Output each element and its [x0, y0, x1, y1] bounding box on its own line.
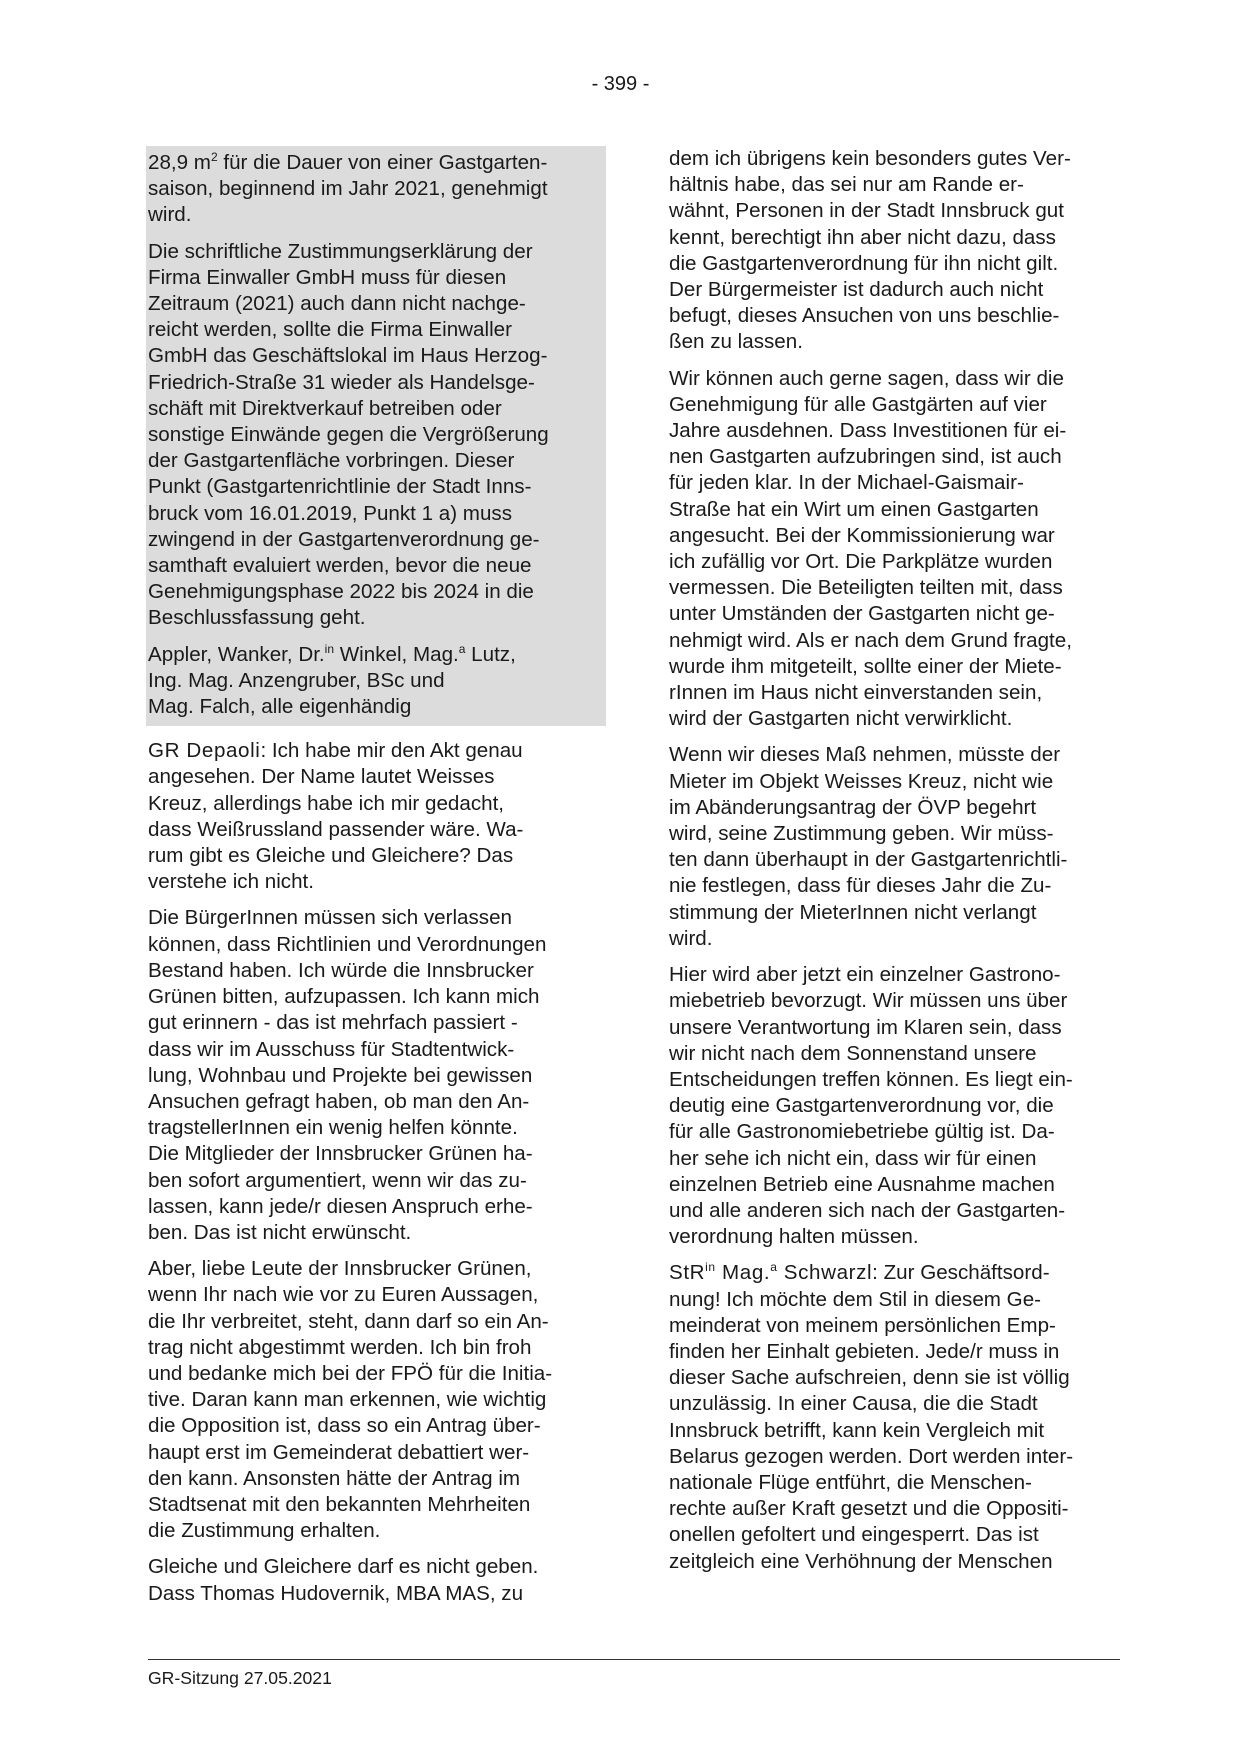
paragraph-continuation: dem ich übrigens kein besonders gutes Ver- hältnis habe, das sei nur am Rande er- wähnt, Personen in der Stadt Innsbruck gut kennt, berechtigt ihn aber nicht dazu, dass die Gastgartenverordnung für ihn nicht gilt. Der Bürgermeister ist dadurch auch nicht befugt, dieses Ansuchen von uns beschlie- ßen zu lassen. [669, 147, 1071, 354]
speaker-name: StR$^{in}$ Mag.$^a$ Schwarzl [669, 1260, 873, 1285]
paragraph-depaoli: GR Depaoli: Ich habe mir den Akt genau angesehen. Der Name lautet Weisses Kreuz, allerdings habe ich mir gedacht, dass Weißrussland passender wäre. Wa- rum gibt es Gleiche und Gleichere? Das verstehe ich nicht. [148, 739, 524, 894]
paragraph-buergerinnen: Die BürgerInnen müssen sich verlassen können, dass Richtlinien und Verordnungen Bestand haben. Ich würde die Innsbrucker Grünen bitten, aufzupassen. Ich kann mich gut erinnern - das ist mehrfach passiert - dass wir im Ausschuss für Stadtentwick- lung, Wohnbau und Projekte bei gewissen Ansuchen gefragt haben, ob man den An- tragstellerInnen ein wenig helfen könnte. Die Mitglieder der Innsbrucker Grünen ha- ben sofort argumentiert, wenn wir das zu- lassen, kann jede/r diesen Anspruch erhe- ben. Das ist nicht erwünscht. [148, 906, 547, 1244]
speaker-name: GR Depaoli [148, 739, 261, 763]
motion-paragraph-area: 28,9 $m^2$ für die Dauer von einer Gastgarten- saison, beginnend im Jahr 2021, genehmigt wird. [148, 150, 548, 227]
paragraph-gleiche: Gleiche und Gleichere darf es nicht geben. Dass Thomas Hudovernik, MBA MAS, zu [148, 1555, 539, 1605]
paragraph-schwarzl: StR$^{in}$ Mag.$^a$ Schwarzl: Zur Geschäftsord- nung! Ich möchte dem Stil in diesem Ge- meinderat von meinem persönlichen Emp- finden her Einhalt gebieten. Jede/r muss in dieser Sache aufschreien, denn sie ist völlig unzulässig. In einer Causa, die die Stadt Innsbruck betrifft, kann kein Vergleich mit Belarus gezogen werden. Dort werden inter- nationale Flüge entführt, die Menschen- rechte außer Kraft gesetzt und die Oppositi- onellen gefoltert und eingesperrt. Das ist zeitgleich eine Verhöhnung der Menschen [669, 1260, 1074, 1573]
paragraph-gastronomie: Hier wird aber jetzt ein einzelner Gastrono- miebetrieb bevorzugt. Wir müssen uns über unsere Verantwortung im Klaren sein, dass wir nicht nach dem Sonnenstand unsere Entscheidungen treffen können. Es liegt ein- deutig eine Gastgartenverordnung vor, die für alle Gastronomiebetriebe gültig ist. Da- her sehe ich nicht ein, dass wir für einen einzelnen Betrieb eine Ausnahme machen und alle anderen sich nach der Gastgarten- verordnung halten müssen. [669, 963, 1073, 1249]
motion-paragraph-consent: Die schriftliche Zustimmungserklärung der Firma Einwaller GmbH muss für diesen Zeitraum (2021) auch dann nicht nachge- reicht werden, sollte die Firma Einwaller GmbH das Geschäftslokal im Haus Herzog- Friedrich-Straße 31 wieder als Handelsge- schäft mit Direktverkauf betreiben oder sonstige Einwände gegen die Vergrößerung der Gastgartenfläche vorbringen. Dieser Punkt (Gastgartenrichtlinie der Stadt Inns- bruck vom 16.01.2019, Punkt 1 a) muss zwingend in der Gastgartenverordnung ge- samthaft evaluiert werden, bevor die neue Genehmigungsphase 2022 bis 2024 in die Beschlussfassung geht. [148, 239, 549, 630]
paragraph-aber: Aber, liebe Leute der Innsbrucker Grünen, wenn Ihr nach wie vor zu Euren Aussagen, die Ihr verbreitet, steht, dann darf so ein An- trag nicht abgestimmt werden. Ich bin froh und bedanke mich bei der FPÖ für die Initia- tive. Daran kann man erkennen, wie wichtig die Opposition ist, dass so ein Antrag über- haupt erst im Gemeinderat debattiert wer- den kann. Ansonsten hätte der Antrag im Stadtsenat mit den bekannten Mehrheiten die Zustimmung erhalten. [148, 1257, 553, 1543]
right-column [669, 146, 1129, 1585]
page-number: - 399 - [591, 73, 650, 95]
highlighted-motion-text [146, 146, 606, 726]
left-column [148, 146, 608, 1617]
motion-signatures: Appler, Wanker, Dr.$^{in}$ Winkel, Mag.$^a$ Lutz, Ing. Mag. Anzengruber, BSc und Mag. Falch, alle eigenhändig [148, 641, 516, 719]
footer-session-date: GR-Sitzung 27.05.2021 [148, 1668, 332, 1688]
paragraph-genehmigung: Wir können auch gerne sagen, dass wir die Genehmigung für alle Gastgärten auf vier Jahre ausdehnen. Dass Investitionen für ei- nen Gastgarten aufzubringen sind, ist auch für jeden klar. In der Michael-Gaismair- Straße hat ein Wirt um einen Gastgarten angesucht. Bei der Kommissionierung war ich zufällig vor Ort. Die Parkplätze wurden vermessen. Die Beteiligten teilten mit, dass unter Umständen der Gastgarten nicht ge- nehmigt wird. Als er nach dem Grund fragte, wurde ihm mitgeteilt, sollte einer der Miete- rInnen im Haus nicht einverstanden sein, wird der Gastgarten nicht verwirklicht. [669, 366, 1072, 731]
footer-divider [148, 1659, 1120, 1660]
paragraph-mass: Wenn wir dieses Maß nehmen, müsste der Mieter im Objekt Weisses Kreuz, nicht wie im Abänderungsantrag der ÖVP begehrt wird, seine Zustimmung geben. Wir müss- ten dann überhaupt in der Gastgartenrichtli- nie festlegen, dass für dieses Jahr die Zu- stimmung der MieterInnen nicht verlangt wird. [669, 743, 1068, 950]
